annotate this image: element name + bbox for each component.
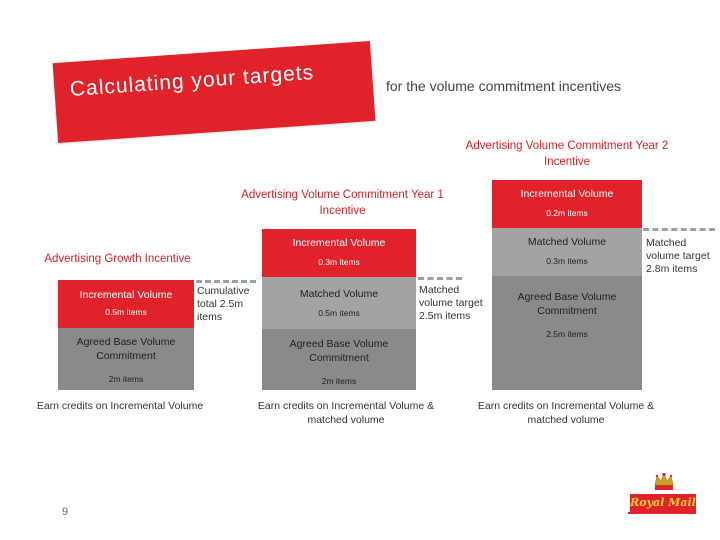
year1-target-note: Matched volume target 2.5m items (419, 284, 483, 322)
year2-base-value: 2.5m items (546, 329, 588, 339)
year1-target-line (418, 277, 462, 280)
year1-incremental-value: 0.3m items (318, 257, 360, 267)
page-subtitle: for the volume commitment incentives (386, 78, 621, 94)
page-number: 9 (62, 506, 69, 518)
year1-base-block (262, 329, 416, 390)
year2-incremental-value: 0.2m items (546, 208, 588, 218)
year2-title: Advertising Volume Commitment Year 2 Incentive (465, 140, 669, 168)
growth-incremental-block (58, 280, 194, 328)
year1-matched-block (262, 277, 416, 329)
year2-matched-label: Matched Volume (527, 236, 607, 248)
year2-target-note: Matched volume target 2.8m items (646, 237, 710, 275)
year1-matched-value: 0.5m items (318, 308, 360, 318)
growth-target-line (196, 280, 256, 283)
year1-incremental-label: Incremental Volume (292, 237, 386, 249)
growth-base-label: Agreed Base Volume Commitment (76, 336, 176, 362)
year2-matched-block (492, 228, 642, 276)
year2-target-line (643, 228, 715, 231)
growth-incremental-value: 0.5m items (105, 307, 147, 317)
year1-incremental-block (262, 229, 416, 277)
growth-footer: Earn credits on Incremental Volume (36, 400, 204, 412)
year2-base-label: Agreed Base Volume Commitment (517, 291, 617, 317)
logo-underline (628, 512, 696, 514)
year2-incremental-block (492, 180, 642, 228)
year1-base-label: Agreed Base Volume Commitment (289, 338, 389, 364)
year1-matched-label: Matched Volume (299, 288, 379, 300)
royal-mail-logo: Royal Mail (630, 494, 696, 512)
growth-base-value: 2m items (108, 374, 144, 384)
growth-cumulative-note: Cumulative total 2.5m items (197, 285, 250, 323)
year1-footer: Earn credits on Incremental Volume & matched volume (257, 400, 435, 426)
growth-incremental-label: Incremental Volume (79, 289, 173, 301)
page-title: Calculating your targets (69, 60, 315, 101)
year2-footer: Earn credits on Incremental Volume & matched volume (477, 400, 655, 426)
year2-matched-value: 0.3m items (546, 256, 588, 266)
year2-base-block (492, 276, 642, 390)
year1-title: Advertising Volume Commitment Year 1 Incentive (241, 189, 444, 217)
year2-incremental-label: Incremental Volume (520, 188, 614, 200)
growth-title: Advertising Growth Incentive (44, 253, 191, 265)
year1-base-value: 2m items (321, 376, 357, 386)
growth-base-block (58, 328, 194, 390)
crown-icon (653, 472, 675, 492)
